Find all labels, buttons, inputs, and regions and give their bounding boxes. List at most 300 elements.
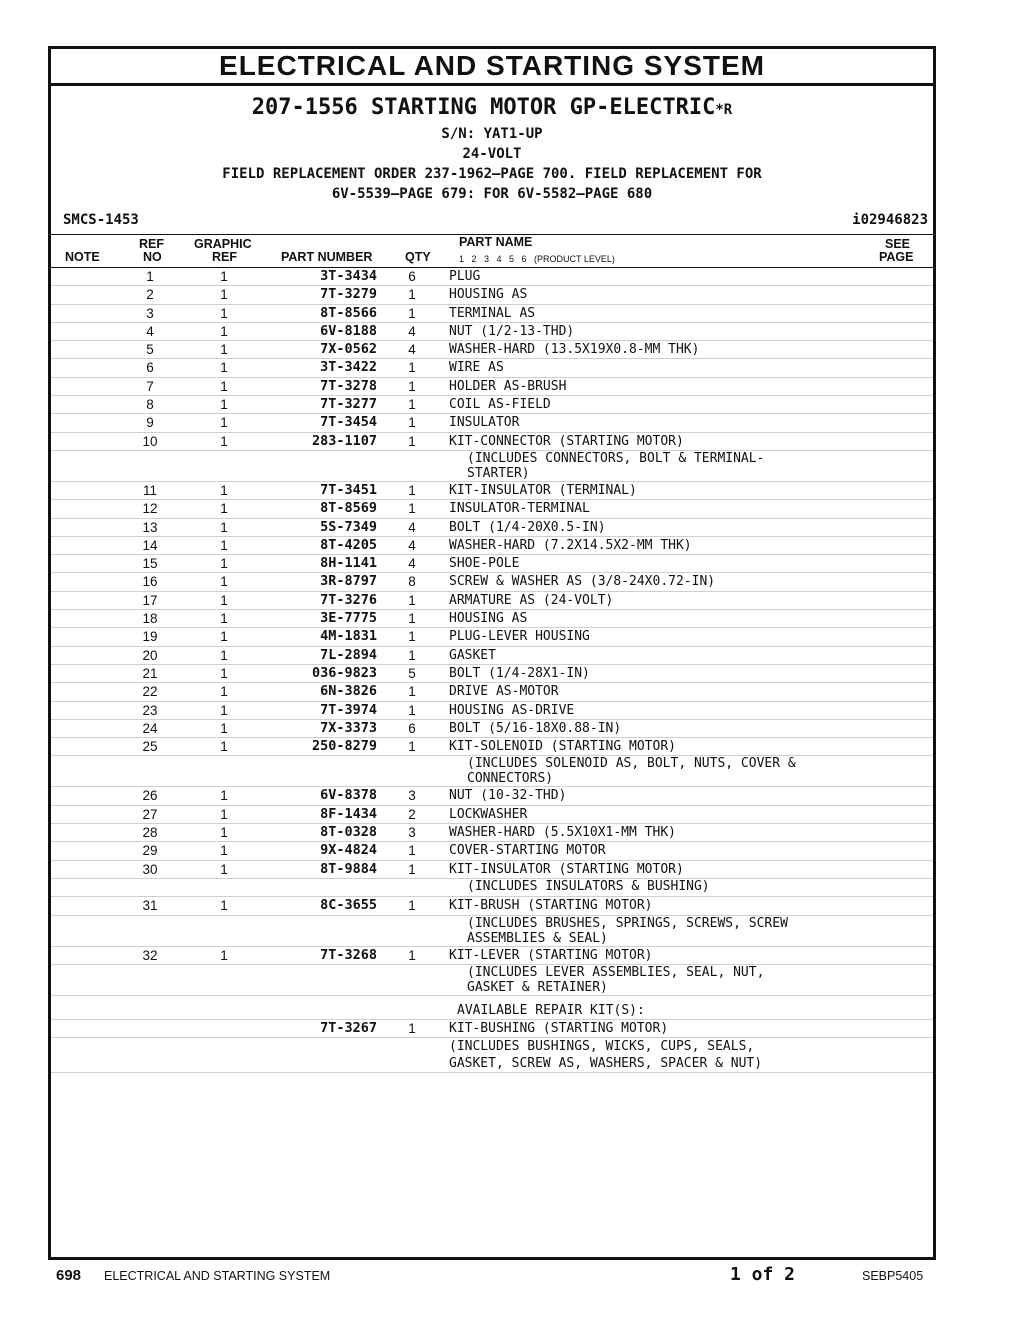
note-cell: [51, 341, 111, 359]
col-see-top: SEE: [885, 237, 911, 251]
qty-cell: 1: [387, 481, 437, 499]
qty-cell: 1: [387, 628, 437, 646]
graphic-cell: [189, 995, 259, 1019]
ref-no-cell: 11: [111, 481, 189, 499]
ref-no-cell: 16: [111, 573, 189, 591]
note-cell: [51, 518, 111, 536]
qty-cell: 1: [387, 1020, 437, 1038]
qty-cell: [387, 1038, 437, 1073]
note-cell: [51, 286, 111, 304]
graphic-ref-cell: 1: [189, 286, 259, 304]
part-number-cell: 6N-3826: [259, 683, 387, 701]
part-number-cell: 6V-8378: [259, 787, 387, 805]
ref-no-cell: 4: [111, 322, 189, 340]
ref-no-cell: 13: [111, 518, 189, 536]
part-number-cell: [259, 964, 387, 995]
column-header: [51, 234, 933, 268]
ref-no-cell: 17: [111, 591, 189, 609]
part-name-cell: COIL AS-FIELD: [437, 396, 933, 414]
table-row: [51, 946, 933, 964]
col-see-bottom: PAGE: [879, 250, 914, 264]
ref-no-cell: 3: [111, 304, 189, 322]
qty-cell: 6: [387, 719, 437, 737]
part-name-cell: PLUG-LEVER HOUSING: [437, 628, 933, 646]
note-cell: [51, 878, 111, 896]
table-row: [51, 341, 933, 359]
table-row: [51, 432, 933, 450]
section-title: ELECTRICAL AND STARTING SYSTEM: [51, 49, 933, 86]
ref-no-cell: 23: [111, 701, 189, 719]
part-name-continuation: (INCLUDES BUSHINGS, WICKS, CUPS, SEALS, GASKET, SCREW AS, WASHERS, SPACER & NUT): [437, 1038, 933, 1073]
graphic-ref-cell: 1: [189, 341, 259, 359]
part-number-cell: 7X-3373: [259, 719, 387, 737]
part-number-cell: [259, 915, 387, 946]
qty-cell: [387, 995, 437, 1019]
graphic-ref-cell: 1: [189, 414, 259, 432]
qty-cell: 3: [387, 787, 437, 805]
part-number-cell: 8F-1434: [259, 805, 387, 823]
note-cell: [51, 432, 111, 450]
part-name-cell: BOLT (1/4-20X0.5-IN): [437, 518, 933, 536]
qty-cell: 1: [387, 701, 437, 719]
page-footer: [0, 1264, 1020, 1290]
note-cell: [51, 756, 111, 787]
ref-no-cell: 26: [111, 787, 189, 805]
table-row-continuation: [51, 878, 933, 896]
table-row: [51, 481, 933, 499]
part-number-cell: 7X-0562: [259, 341, 387, 359]
graphic-ref-cell: 1: [189, 377, 259, 395]
serial-number: S/N: YAT1-UP: [441, 126, 543, 142]
id-row: [51, 210, 933, 230]
graphic-ref-cell: 1: [189, 536, 259, 554]
part-name-cell: KIT-LEVER (STARTING MOTOR): [437, 946, 933, 964]
qty-cell: 1: [387, 591, 437, 609]
ref-cell: [111, 964, 189, 995]
footer-page-of: 1 of 2: [730, 1264, 796, 1285]
note-cell: [51, 322, 111, 340]
graphic-ref-cell: 1: [189, 322, 259, 340]
graphic-ref-cell: [189, 1020, 259, 1038]
graphic-ref-cell: 1: [189, 842, 259, 860]
graphic-ref-cell: 1: [189, 805, 259, 823]
col-ref-bottom: NO: [143, 250, 162, 264]
table-row: [51, 664, 933, 682]
table-row: [51, 359, 933, 377]
part-name-cell: HOLDER AS-BRUSH: [437, 377, 933, 395]
ref-no-cell: 8: [111, 396, 189, 414]
qty-cell: 1: [387, 610, 437, 628]
graphic-ref-cell: 1: [189, 719, 259, 737]
page-frame: [48, 46, 936, 1260]
part-number-cell: 7T-3276: [259, 591, 387, 609]
table-row: [51, 842, 933, 860]
ref-no-cell: 5: [111, 341, 189, 359]
qty-cell: 4: [387, 555, 437, 573]
part-number-cell: [259, 878, 387, 896]
part-name-cell: KIT-INSULATOR (TERMINAL): [437, 481, 933, 499]
table-row: [51, 1020, 933, 1038]
part-number-cell: 7T-3278: [259, 377, 387, 395]
part-number-cell: 7T-3279: [259, 286, 387, 304]
graphic-cell: [189, 756, 259, 787]
part-number-cell: [259, 1038, 387, 1073]
qty-cell: 1: [387, 683, 437, 701]
qty-cell: 5: [387, 664, 437, 682]
col-product-levels: 1 2 3 4 5 6 (PRODUCT LEVEL): [459, 254, 615, 264]
ref-cell: [111, 756, 189, 787]
ref-no-cell: 19: [111, 628, 189, 646]
part-name-continuation: (INCLUDES INSULATORS & BUSHING): [437, 878, 933, 896]
qty-cell: 3: [387, 824, 437, 842]
table-row: [51, 824, 933, 842]
part-name-cell: BOLT (5/16-18X0.88-IN): [437, 719, 933, 737]
qty-cell: 4: [387, 341, 437, 359]
available-repair-kits-label: AVAILABLE REPAIR KIT(S):: [437, 995, 933, 1019]
graphic-ref-cell: 1: [189, 573, 259, 591]
note-cell: [51, 304, 111, 322]
part-number-cell: 7L-2894: [259, 646, 387, 664]
table-row: [51, 536, 933, 554]
table-row: [51, 591, 933, 609]
col-ref-top: REF: [139, 237, 164, 251]
qty-cell: 1: [387, 646, 437, 664]
part-name-cell: HOUSING AS: [437, 610, 933, 628]
part-name-cell: KIT-SOLENOID (STARTING MOTOR): [437, 738, 933, 756]
ref-no-cell: 22: [111, 683, 189, 701]
part-number-cell: 8T-8566: [259, 304, 387, 322]
qty-cell: 1: [387, 432, 437, 450]
part-name-cell: INSULATOR-TERMINAL: [437, 500, 933, 518]
ref-no-cell: 1: [111, 268, 189, 286]
table-row: [51, 268, 933, 286]
ref-cell: [111, 995, 189, 1019]
part-name-cell: KIT-BRUSH (STARTING MOTOR): [437, 897, 933, 915]
graphic-ref-cell: 1: [189, 701, 259, 719]
note-cell: [51, 377, 111, 395]
col-graphic-top: GRAPHIC: [194, 237, 252, 251]
graphic-ref-cell: 1: [189, 787, 259, 805]
qty-cell: 1: [387, 359, 437, 377]
qty-cell: [387, 450, 437, 481]
qty-cell: [387, 878, 437, 896]
graphic-ref-cell: 1: [189, 432, 259, 450]
ref-no-cell: 27: [111, 805, 189, 823]
part-name-cell: INSULATOR: [437, 414, 933, 432]
table-row: [51, 701, 933, 719]
ref-no-cell: 28: [111, 824, 189, 842]
part-number-cell: 8T-0328: [259, 824, 387, 842]
table-row-continuation: [51, 915, 933, 946]
note-cell: [51, 610, 111, 628]
note-cell: [51, 995, 111, 1019]
table-row: [51, 322, 933, 340]
qty-cell: 1: [387, 738, 437, 756]
part-name-cell: SHOE-POLE: [437, 555, 933, 573]
graphic-ref-cell: 1: [189, 396, 259, 414]
part-name-cell: SCREW & WASHER AS (3/8-24X0.72-IN): [437, 573, 933, 591]
table-row-continuation: [51, 1038, 933, 1073]
ref-no-cell: 12: [111, 500, 189, 518]
note-cell: [51, 573, 111, 591]
table-row: [51, 719, 933, 737]
table-row: [51, 683, 933, 701]
part-name-cell: PLUG: [437, 268, 933, 286]
note-cell: [51, 842, 111, 860]
part-name-cell: NUT (1/2-13-THD): [437, 322, 933, 340]
part-name-cell: DRIVE AS-MOTOR: [437, 683, 933, 701]
note-cell: [51, 555, 111, 573]
table-row-continuation: [51, 450, 933, 481]
note-cell: [51, 450, 111, 481]
table-row: [51, 646, 933, 664]
table-row: [51, 628, 933, 646]
part-name-cell: GASKET: [437, 646, 933, 664]
note-cell: [51, 481, 111, 499]
part-number-cell: 6V-8188: [259, 322, 387, 340]
part-name-continuation: (INCLUDES BRUSHES, SPRINGS, SCREWS, SCREW ASSEMBLIES & SEAL): [437, 915, 933, 946]
ref-cell: [111, 878, 189, 896]
part-number-cell: 5S-7349: [259, 518, 387, 536]
ref-no-cell: 15: [111, 555, 189, 573]
table-row: [51, 377, 933, 395]
graphic-ref-cell: 1: [189, 555, 259, 573]
part-number-cell: [259, 756, 387, 787]
ref-no-cell: 29: [111, 842, 189, 860]
part-number-cell: 7T-3454: [259, 414, 387, 432]
group-title-text: 207-1556 STARTING MOTOR GP-ELECTRIC: [251, 95, 716, 120]
part-number-cell: 7T-3277: [259, 396, 387, 414]
part-number-cell: 7T-3974: [259, 701, 387, 719]
part-name-cell: KIT-BUSHING (STARTING MOTOR): [437, 1020, 933, 1038]
graphic-ref-cell: 1: [189, 304, 259, 322]
part-name-continuation: (INCLUDES SOLENOID AS, BOLT, NUTS, COVER & CONNECTORS): [437, 756, 933, 787]
table-row: [51, 286, 933, 304]
note-cell: [51, 946, 111, 964]
footer-doc-code: SEBP5405: [862, 1269, 924, 1283]
note-cell: [51, 359, 111, 377]
table-row: [51, 414, 933, 432]
col-part-number: PART NUMBER: [281, 250, 373, 264]
ref-no-cell: [111, 1020, 189, 1038]
part-name-cell: HOUSING AS: [437, 286, 933, 304]
table-row: [51, 787, 933, 805]
ref-no-cell: 30: [111, 860, 189, 878]
note-cell: [51, 897, 111, 915]
qty-cell: 1: [387, 842, 437, 860]
table-row: [51, 897, 933, 915]
part-name-cell: KIT-CONNECTOR (STARTING MOTOR): [437, 432, 933, 450]
qty-cell: 8: [387, 573, 437, 591]
part-number-cell: 8T-4205: [259, 536, 387, 554]
graphic-ref-cell: 1: [189, 646, 259, 664]
table-row: [51, 396, 933, 414]
note-cell: [51, 664, 111, 682]
qty-cell: 1: [387, 377, 437, 395]
graphic-ref-cell: 1: [189, 500, 259, 518]
table-row: [51, 860, 933, 878]
ref-no-cell: 24: [111, 719, 189, 737]
qty-cell: [387, 756, 437, 787]
note-cell: [51, 268, 111, 286]
part-number-cell: 250-8279: [259, 738, 387, 756]
qty-cell: 1: [387, 500, 437, 518]
table-row: [51, 573, 933, 591]
note-cell: [51, 719, 111, 737]
graphic-ref-cell: 1: [189, 664, 259, 682]
part-number-cell: 8T-9884: [259, 860, 387, 878]
ref-no-cell: 2: [111, 286, 189, 304]
part-name-continuation: (INCLUDES CONNECTORS, BOLT & TERMINAL- STARTER): [437, 450, 933, 481]
table-row: [51, 500, 933, 518]
part-number-cell: 3T-3422: [259, 359, 387, 377]
qty-cell: 4: [387, 536, 437, 554]
note-cell: [51, 591, 111, 609]
ref-no-cell: 18: [111, 610, 189, 628]
part-name-cell: WIRE AS: [437, 359, 933, 377]
part-number-cell: 8C-3655: [259, 897, 387, 915]
part-number-cell: [259, 450, 387, 481]
qty-cell: 1: [387, 396, 437, 414]
smcs-code: SMCS-1453: [63, 212, 139, 228]
col-part-name: PART NAME: [459, 235, 533, 249]
col-qty: QTY: [405, 250, 431, 264]
table-row: [51, 610, 933, 628]
ref-no-cell: 14: [111, 536, 189, 554]
group-title-suffix: *R: [715, 102, 733, 118]
ref-no-cell: 10: [111, 432, 189, 450]
table-row: [51, 304, 933, 322]
table-row: [51, 805, 933, 823]
graphic-cell: [189, 878, 259, 896]
ref-cell: [111, 450, 189, 481]
graphic-ref-cell: 1: [189, 268, 259, 286]
qty-cell: 1: [387, 304, 437, 322]
note-cell: [51, 1038, 111, 1073]
part-number-cell: 283-1107: [259, 432, 387, 450]
qty-cell: 1: [387, 286, 437, 304]
note-cell: [51, 824, 111, 842]
ref-no-cell: 31: [111, 897, 189, 915]
note-cell: [51, 1020, 111, 1038]
part-name-cell: LOCKWASHER: [437, 805, 933, 823]
note-cell: [51, 701, 111, 719]
note-cell: [51, 683, 111, 701]
graphic-ref-cell: 1: [189, 628, 259, 646]
note-cell: [51, 396, 111, 414]
footer-page-number: 698: [56, 1267, 82, 1284]
qty-cell: [387, 915, 437, 946]
part-number-cell: 7T-3268: [259, 946, 387, 964]
part-number-cell: 036-9823: [259, 664, 387, 682]
qty-cell: 4: [387, 518, 437, 536]
graphic-ref-cell: 1: [189, 946, 259, 964]
table-row-continuation: [51, 964, 933, 995]
qty-cell: 1: [387, 897, 437, 915]
note-cell: [51, 787, 111, 805]
part-number-cell: 9X-4824: [259, 842, 387, 860]
ref-cell: [111, 1038, 189, 1073]
part-name-cell: BOLT (1/4-28X1-IN): [437, 664, 933, 682]
note-cell: [51, 536, 111, 554]
part-name-cell: HOUSING AS-DRIVE: [437, 701, 933, 719]
ref-no-cell: 25: [111, 738, 189, 756]
graphic-cell: [189, 915, 259, 946]
graphic-ref-cell: 1: [189, 610, 259, 628]
part-name-continuation: (INCLUDES LEVER ASSEMBLIES, SEAL, NUT, GASKET & RETAINER): [437, 964, 933, 995]
part-number-cell: 3T-3434: [259, 268, 387, 286]
part-name-cell: WASHER-HARD (5.5X10X1-MM THK): [437, 824, 933, 842]
ref-cell: [111, 915, 189, 946]
group-title: [51, 94, 933, 124]
qty-cell: [387, 964, 437, 995]
note-cell: [51, 738, 111, 756]
part-number-cell: 3E-7775: [259, 610, 387, 628]
part-number-cell: 7T-3267: [259, 1020, 387, 1038]
part-name-cell: TERMINAL AS: [437, 304, 933, 322]
ref-no-cell: 32: [111, 946, 189, 964]
illustration-id: i02946823: [852, 212, 928, 228]
note-cell: [51, 964, 111, 995]
note-cell: [51, 805, 111, 823]
note-cell: [51, 628, 111, 646]
part-number-cell: 8H-1141: [259, 555, 387, 573]
graphic-ref-cell: 1: [189, 897, 259, 915]
table-row-available-kits: [51, 995, 933, 1019]
ref-no-cell: 6: [111, 359, 189, 377]
note-cell: [51, 646, 111, 664]
footer-section: ELECTRICAL AND STARTING SYSTEM: [104, 1269, 331, 1283]
table-row: [51, 738, 933, 756]
graphic-ref-cell: 1: [189, 860, 259, 878]
ref-no-cell: 9: [111, 414, 189, 432]
col-graphic-bottom: REF: [212, 250, 237, 264]
qty-cell: 2: [387, 805, 437, 823]
graphic-ref-cell: 1: [189, 591, 259, 609]
note-cell: [51, 860, 111, 878]
ref-no-cell: 21: [111, 664, 189, 682]
field-note-line-2: 6V-5539—PAGE 679: FOR 6V-5582—PAGE 680: [331, 186, 653, 202]
graphic-ref-cell: 1: [189, 738, 259, 756]
graphic-ref-cell: 1: [189, 824, 259, 842]
part-name-cell: ARMATURE AS (24-VOLT): [437, 591, 933, 609]
part-number-cell: 4M-1831: [259, 628, 387, 646]
note-cell: [51, 500, 111, 518]
qty-cell: 6: [387, 268, 437, 286]
voltage: 24-VOLT: [462, 146, 522, 162]
parts-table: [51, 268, 933, 1073]
graphic-ref-cell: 1: [189, 683, 259, 701]
col-note: NOTE: [65, 250, 100, 264]
graphic-ref-cell: 1: [189, 359, 259, 377]
part-name-cell: KIT-INSULATOR (STARTING MOTOR): [437, 860, 933, 878]
note-cell: [51, 915, 111, 946]
graphic-ref-cell: 1: [189, 481, 259, 499]
graphic-cell: [189, 450, 259, 481]
graphic-cell: [189, 1038, 259, 1073]
field-note-line-1: FIELD REPLACEMENT ORDER 237-1962—PAGE 700. FIELD REPLACEMENT FOR: [222, 166, 762, 182]
graphic-ref-cell: 1: [189, 518, 259, 536]
table-row: [51, 555, 933, 573]
graphic-cell: [189, 964, 259, 995]
part-name-cell: WASHER-HARD (13.5X19X0.8-MM THK): [437, 341, 933, 359]
ref-no-cell: 7: [111, 377, 189, 395]
table-row: [51, 518, 933, 536]
part-number-cell: 8T-8569: [259, 500, 387, 518]
qty-cell: 1: [387, 414, 437, 432]
part-number-cell: 3R-8797: [259, 573, 387, 591]
note-cell: [51, 414, 111, 432]
